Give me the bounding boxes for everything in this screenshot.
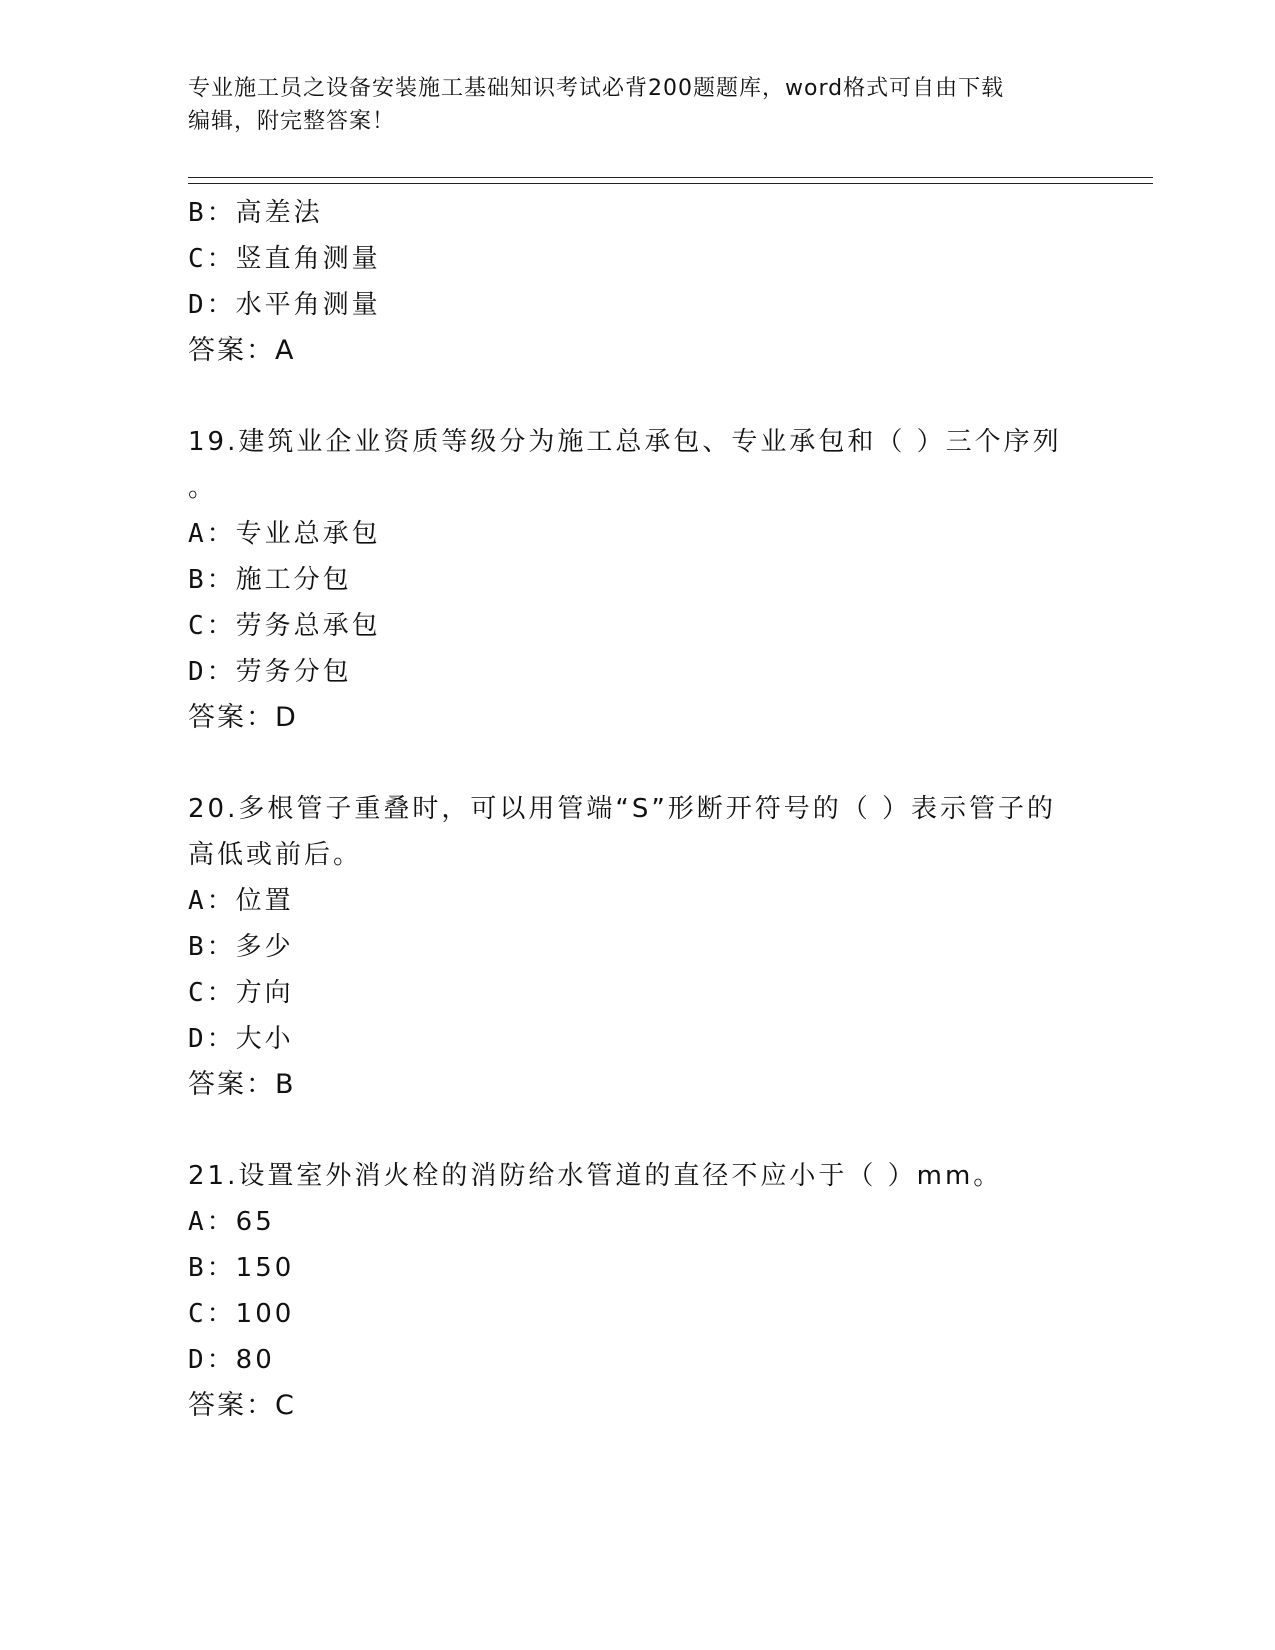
option-d — [188, 282, 1088, 328]
option-label: B： — [188, 1253, 236, 1283]
answer-line: 答案：B — [188, 1069, 296, 1100]
option-label: C： — [188, 244, 236, 274]
option-label: C： — [188, 978, 236, 1008]
header-rule-bottom — [188, 183, 1153, 184]
option-c — [188, 603, 1088, 649]
document-body — [188, 190, 1088, 1429]
option-a — [188, 878, 1088, 924]
spacer — [188, 1108, 1088, 1153]
question-stem-line-1: 21.设置室外消火栓的消防给水管道的直径不应小于（ ）mm。 — [188, 1161, 1003, 1191]
option-c — [188, 970, 1088, 1016]
question-21-block — [188, 1153, 1088, 1429]
option-a — [188, 511, 1088, 557]
option-label: C： — [188, 1299, 236, 1329]
option-d — [188, 1337, 1088, 1383]
option-label: B： — [188, 932, 236, 962]
option-text: 多少 — [235, 932, 294, 962]
option-b — [188, 557, 1088, 603]
option-text: 100 — [235, 1299, 295, 1329]
option-text: 施工分包 — [235, 565, 352, 595]
option-d — [188, 1016, 1088, 1062]
option-text: 劳务分包 — [235, 657, 352, 687]
answer-line: 答案：A — [188, 335, 296, 366]
option-label: B： — [188, 198, 236, 228]
option-text: 位置 — [235, 886, 294, 916]
option-text: 劳务总承包 — [235, 611, 381, 641]
question-stem-line-2: 。 — [188, 473, 218, 503]
option-label: D： — [188, 1345, 236, 1375]
option-label: B： — [188, 565, 236, 595]
option-b — [188, 1245, 1088, 1291]
option-c — [188, 1291, 1088, 1337]
option-a — [188, 1199, 1088, 1245]
option-text: 大小 — [235, 1024, 294, 1054]
option-text: 高差法 — [235, 198, 323, 228]
option-text: 150 — [235, 1253, 295, 1283]
question-stem-line-1: 19.建筑业企业资质等级分为施工总承包、专业承包和（ ）三个序列 — [188, 427, 1062, 457]
spacer — [188, 374, 1088, 419]
option-label: D： — [188, 1024, 236, 1054]
answer-line: 答案：D — [188, 702, 298, 733]
spacer — [188, 741, 1088, 786]
option-b — [188, 190, 1088, 236]
option-b — [188, 924, 1088, 970]
option-label: D： — [188, 290, 236, 320]
option-text: 专业总承包 — [235, 519, 381, 549]
document-header — [188, 72, 1088, 138]
option-label: C： — [188, 611, 236, 641]
header-title-line-1: 专业施工员之设备安装施工基础知识考试必背200题题库，word格式可自由下载 — [188, 76, 1005, 101]
option-d — [188, 649, 1088, 695]
question-stem-line-2: 高低或前后。 — [188, 840, 363, 870]
option-label: A： — [188, 886, 236, 916]
question-19-block — [188, 419, 1088, 741]
option-label: D： — [188, 657, 236, 687]
header-title-line-2: 编辑，附完整答案！ — [188, 109, 396, 134]
option-text: 水平角测量 — [235, 290, 381, 320]
option-text: 80 — [235, 1345, 275, 1375]
question-20-block — [188, 786, 1088, 1108]
prev-question-block — [188, 190, 1088, 374]
option-text: 方向 — [235, 978, 294, 1008]
option-label: A： — [188, 519, 236, 549]
option-c — [188, 236, 1088, 282]
option-text: 65 — [235, 1207, 275, 1237]
option-text: 竖直角测量 — [235, 244, 381, 274]
answer-line: 答案：C — [188, 1390, 296, 1421]
question-stem-line-1: 20.多根管子重叠时，可以用管端“S”形断开符号的（ ）表示管子的 — [188, 794, 1057, 824]
option-label: A： — [188, 1207, 236, 1237]
header-rule-top — [188, 177, 1153, 178]
